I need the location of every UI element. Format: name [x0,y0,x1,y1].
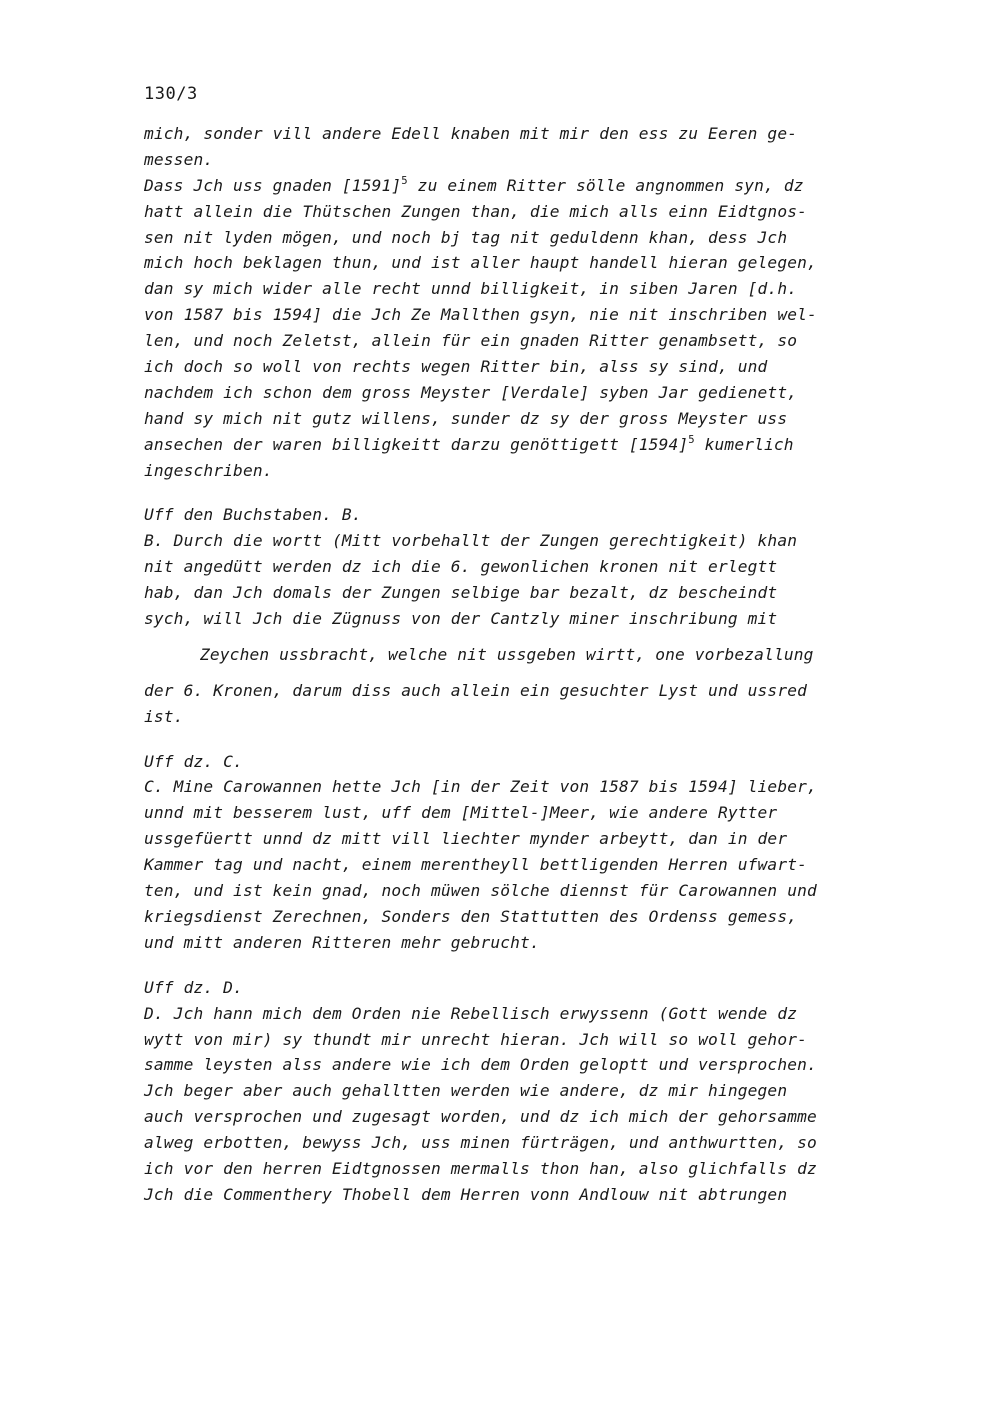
text-line: unnd mit besserem lust, uff dem [Mittel-]Meer, wie andere Rytter [144,803,778,823]
text-line: nachdem ich schon dem gross Meyster [Verdale] syben Jar gedienett, [144,382,798,402]
text-line: len, und noch Zeletst, allein für ein gnaden Ritter genambsett, so [144,331,798,351]
text-line: messen. [144,149,214,169]
text-line: ich vor den herren Eidtgnossen mermalls thon han, also glichfalls dz [144,1158,817,1178]
section-heading-b: Uff den Buchstaben. B. [144,505,362,525]
footnote-marker: 5 [688,433,695,446]
text-line: sych, will Jch die Zügnuss von der Cantzly miner inschribung mit [144,609,778,629]
text-line: und mitt anderen Ritteren mehr gebrucht. [144,932,540,952]
text-line: Kammer tag und nacht, einem merentheyll bettligenden Herren ufwart- [144,855,808,875]
text-line: alweg erbotten, bewyss Jch, uss minen fürträgen, und anthwurtten, so [144,1133,817,1153]
text-line: C. Mine Carowannen hette Jch [in der Zeit von 1587 bis 1594] lieber, [144,777,817,797]
text-line: von 1587 bis 1594] die Jch Ze Mallthen gsyn, nie nit inschriben wel- [144,305,817,325]
text-fragment: kumerlich [694,434,794,454]
text-line: wytt von mir) sy thundt mir unrecht hieran. Jch will so woll gehor- [144,1029,808,1049]
paragraph-ritter [144,173,914,484]
paragraph-d [144,975,914,1208]
text-line: B. Durch die wortt (Mitt vorbehallt der Zungen gerechtigkeit) khan [144,531,798,551]
text-line: Jch die Commenthery Thobell dem Herren vonn Andlouw nit abtrungen [144,1184,788,1204]
text-line: hatt allein die Thütschen Zungen than, die mich alls einn Eidtgnos- [144,201,808,221]
text-line: hand sy mich nit gutz willens, sunder dz sy der gross Meyster uss [144,408,788,428]
text-line: kriegsdienst Zerechnen, Sonders den Stattutten des Ordenss gemess, [144,906,798,926]
footnote-marker: 5 [401,174,408,187]
text-line: ich doch so woll von rechts wegen Ritter bin, alss sy sind, und [144,357,768,377]
text-line: ussgefüertt unnd dz mitt vill liechter mynder arbeytt, dan in der [144,829,788,849]
page-number: 130/3 [144,84,198,104]
paragraph-b [144,502,914,729]
text-line: hab, dan Jch domals der Zungen selbige bar bezalt, dz bescheindt [144,583,778,603]
paragraph-c [144,749,914,956]
section-heading-c: Uff dz. C. [144,751,243,771]
text-fragment: Dass Jch uss gnaden [1591] [144,175,402,195]
line-gap [144,632,914,642]
text-line: mich hoch beklagen thun, und ist aller haupt handell hieran gelegen, [144,253,817,273]
text-line-indented: Zeychen ussbracht, welche nit ussgeben wirtt, one vorbezallung [200,644,814,664]
text-line: der 6. Kronen, darum diss auch allein ein gesuchter Lyst und ussred [144,680,808,700]
text-line: ten, und ist kein gnad, noch müwen sölche diennst für Carowannen und [144,881,817,901]
paragraph-intro [144,121,914,173]
text-line: sen nit lyden mögen, und noch bj tag nit geduldenn khan, dess Jch [144,227,788,247]
paragraph-gap [144,730,914,749]
text-line: nit angedütt werden dz ich die 6. gewonlichen kronen nit erlegtt [144,557,778,577]
text-line: Jch beger aber auch gehalltten werden wie andere, dz mir hingegen [144,1081,788,1101]
text-line: ist. [144,706,184,726]
line-gap [144,668,914,678]
text-fragment: zu einem Ritter sölle angnommen syn, dz [407,175,804,195]
text-line [144,173,914,199]
text-line: samme leysten alss andere wie ich dem Orden geloptt und versprochen. [144,1055,817,1075]
paragraph-gap [144,956,914,975]
paragraph-gap [144,483,914,502]
text-line: D. Jch hann mich dem Orden nie Rebellisch erwyssenn (Gott wende dz [144,1003,798,1023]
text-line [144,432,914,458]
text-line: auch versprochen und zugesagt worden, und dz ich mich der gehorsamme [144,1107,817,1127]
text-fragment: ansechen der waren billigkeitt darzu genöttigett [1594] [144,434,689,454]
text-line: dan sy mich wider alle recht unnd billigkeit, in siben Jaren [d.h. [144,279,798,299]
document-body [144,121,914,1208]
section-heading-d: Uff dz. D. [144,977,243,997]
text-line: mich, sonder vill andere Edell knaben mit mir den ess zu Eeren ge- [144,124,798,143]
text-line: ingeschriben. [144,460,273,480]
